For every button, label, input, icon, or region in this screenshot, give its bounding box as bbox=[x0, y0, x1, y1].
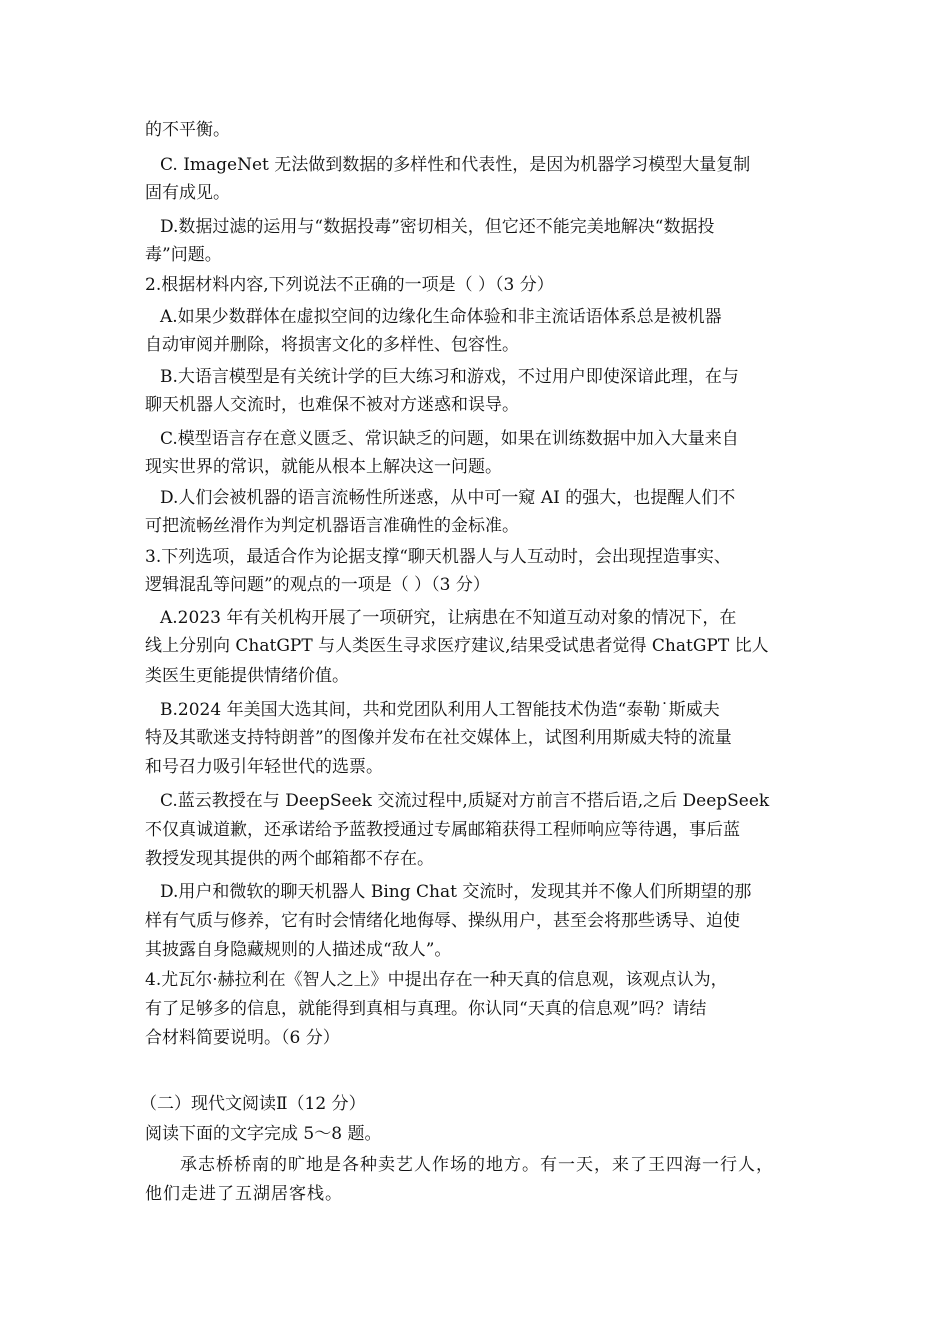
q2-option-a-line2: 自动审阅并删除，将损害文化的多样性、包容性。 bbox=[145, 335, 519, 355]
q2-option-b-line1: B.大语言模型是有关统计学的巨大练习和游戏，不过用户即使深谙此理，在与 bbox=[160, 367, 739, 387]
q2-option-d-line2: 可把流畅丝滑作为判定机器语言准确性的金标准。 bbox=[145, 516, 519, 536]
q3-option-b-line2: 特及其歌迷支持特朗普”的图像并发布在社交媒体上，试图利用斯威夫特的流量 bbox=[145, 728, 732, 748]
q3-stem-line1: 3.下列选项，最适合作为论据支撑“聊天机器人与人互动时，会出现捏造事实、 bbox=[145, 547, 731, 567]
q3-option-c-line1: C.蓝云教授在与 DeepSeek 交流过程中,质疑对方前言不搭后语,之后 DeepSeek bbox=[160, 791, 770, 811]
q1-option-d-line2: 毒”问题。 bbox=[145, 245, 222, 265]
q4-stem-line3: 合材料简要说明。（6 分） bbox=[145, 1028, 340, 1048]
q3-option-c-line3: 教授发现其提供的两个邮箱都不存在。 bbox=[145, 849, 434, 869]
q3-option-d-line2: 样有气质与修养，它有时会情绪化地侮辱、操纵用户，甚至会将那些诱导、迫使 bbox=[145, 911, 740, 931]
q1-option-d-line1: D.数据过滤的运用与“数据投毒”密切相关，但它还不能完美地解决“数据投 bbox=[160, 217, 715, 237]
section-instruction: 阅读下面的文字完成 5～8 题。 bbox=[145, 1124, 382, 1144]
q3-option-a-line1: A.2023 年有关机构开展了一项研究，让病患在不知道互动对象的情况下，在 bbox=[160, 608, 737, 628]
q4-stem-line2: 有了足够多的信息，就能得到真相与真理。你认同“天真的信息观”吗？请结 bbox=[145, 999, 707, 1019]
q3-option-a-line2: 线上分别向 ChatGPT 与人类医生寻求医疗建议,结果受试患者觉得 ChatGPT 比人 bbox=[145, 636, 769, 656]
q2-stem: 2.根据材料内容,下列说法不正确的一项是（ ）（3 分） bbox=[145, 275, 554, 295]
q1-option-c-line1: C. ImageNet 无法做到数据的多样性和代表性，是因为机器学习模型大量复制 bbox=[160, 155, 751, 175]
q4-stem-line1: 4.尤瓦尔·赫拉利在《智人之上》中提出存在一种天真的信息观，该观点认为， bbox=[145, 970, 728, 990]
q3-option-b-line3: 和号召力吸引年轻世代的选票。 bbox=[145, 757, 383, 777]
passage-line1: 承志桥桥南的旷地是各种卖艺人作场的地方。有一天，来了王四海一行人， bbox=[180, 1155, 774, 1175]
q3-stem-line2: 逻辑混乱等问题”的观点的一项是（ ）（3 分） bbox=[145, 575, 490, 595]
q3-option-c-line2: 不仅真诚道歉，还承诺给予蓝教授通过专属邮箱获得工程师响应等待遇，事后蓝 bbox=[145, 820, 740, 840]
q1-option-c-line2: 固有成见。 bbox=[145, 183, 230, 203]
q2-option-c-line2: 现实世界的常识，就能从根本上解决这一问题。 bbox=[145, 457, 502, 477]
q2-option-b-line2: 聊天机器人交流时，也难保不被对方迷惑和误导。 bbox=[145, 395, 519, 415]
q3-option-a-line3: 类医生更能提供情绪价值。 bbox=[145, 666, 349, 686]
q1-option-b-end: 的不平衡。 bbox=[145, 120, 230, 140]
q2-option-d-line1: D.人们会被机器的语言流畅性所迷惑，从中可一窥 AI 的强大，也提醒人们不 bbox=[160, 488, 736, 508]
q3-option-d-line3: 其披露自身隐藏规则的人描述成“敌人”。 bbox=[145, 940, 452, 960]
passage-line2: 他们走进了五湖居客栈。 bbox=[145, 1184, 343, 1204]
q2-option-c-line1: C.模型语言存在意义匮乏、常识缺乏的问题，如果在训练数据中加入大量来自 bbox=[160, 429, 739, 449]
section-heading: （二）现代文阅读Ⅱ（12 分） bbox=[140, 1094, 366, 1114]
q3-option-b-line1: B.2024 年美国大选其间，共和党团队利用人工智能技术伪造“泰勒˙斯威夫 bbox=[160, 700, 720, 720]
q2-option-a-line1: A.如果少数群体在虚拟空间的边缘化生命体验和非主流话语体系总是被机器 bbox=[160, 307, 722, 327]
q3-option-d-line1: D.用户和微软的聊天机器人 Bing Chat 交流时，发现其并不像人们所期望的那 bbox=[160, 882, 752, 902]
